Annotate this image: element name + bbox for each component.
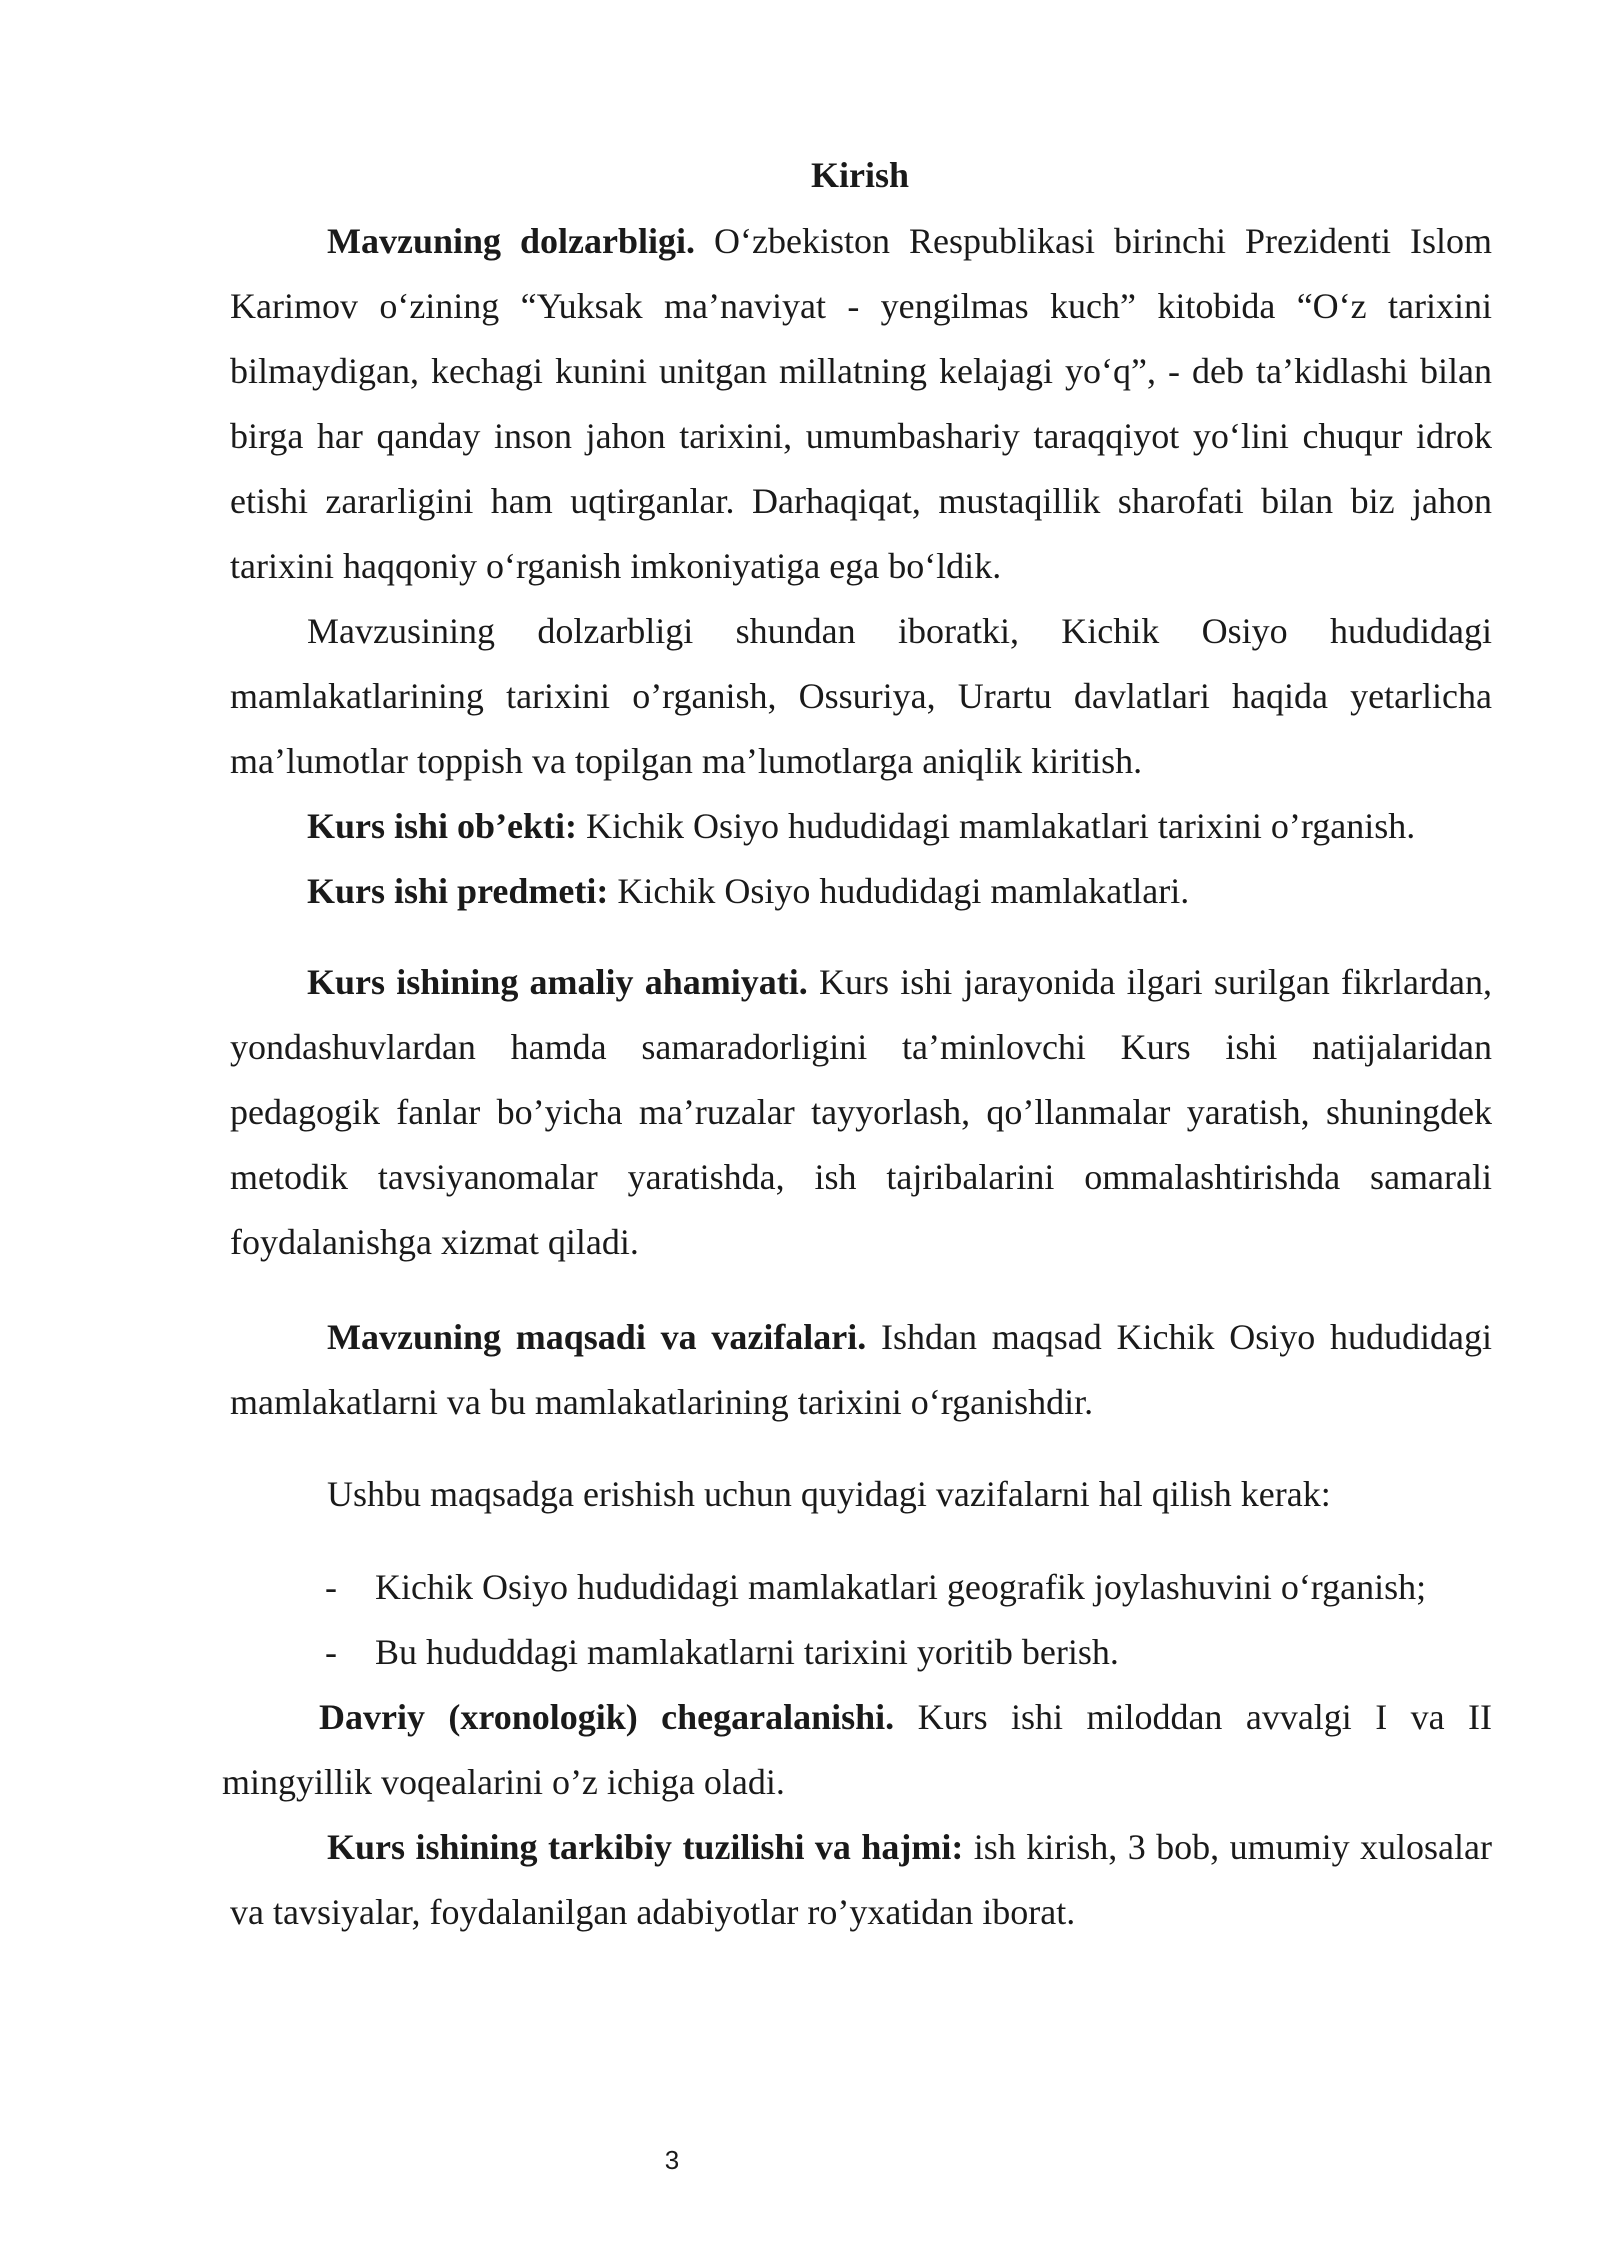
practical-significance-text: Kurs ishi jarayonida ilgari surilgan fikrlardan, yondashuvlardan hamda samaradorligini ta’minlovchi Kurs ishi natijalaridan pedagogik fanlar bo’yicha ma’ruzalar tayyorlash, qo’llanmalar yaratish, shuningdek metodik tavsiyanomalar yaratishda, ish tajribalarini ommalashtirishda samarali foydalanishga xizmat qiladi. xyxy=(230,962,1492,1262)
subject-text: Kichik Osiyo hududidagi mamlakatlari. xyxy=(608,871,1190,911)
object-text: Kichik Osiyo hududidagi mamlakatlari tarixini o’rganish. xyxy=(577,806,1416,846)
structure-heading: Kurs ishining tarkibiy tuzilishi va hajmi: xyxy=(327,1827,964,1867)
list-item xyxy=(325,1620,1119,1685)
object-heading: Kurs ishi ob’ekti: xyxy=(307,806,578,846)
structure-text: ish kirish, 3 bob, umumiy xulosalar va tavsiyalar, foydalanilgan adabiyotlar ro’yxatidan iborat. xyxy=(230,1827,1493,1932)
tasks-intro-paragraph xyxy=(230,1462,1492,1527)
page-number: 3 xyxy=(664,2145,680,2175)
subject-heading: Kurs ishi predmeti: xyxy=(307,871,609,911)
list-item-text: Bu hududdagi mamlakatlarni tarixini yoritib berish. xyxy=(375,1632,1119,1672)
relevance-text: O‘zbekiston Respublikasi birinchi Prezidenti Islom Karimov o‘zining “Yuksak ma’naviyat - yengilmas kuch” kitobida “O‘z tarixini bilmaydigan, kechagi kunini unitgan millatning kelajagi yo‘q”, - deb ta’kidlashi bilan birga har qanday inson jahon tarixini, umumbashariy taraqqiyot yo‘lini chuqur idrok etishi zararligini ham uqtirganlar. Darhaqiqat, mustaqillik sharofati bilan biz jahon tarixini haqqoniy o‘rganish imkoniyatiga ega bo‘ldik. xyxy=(230,221,1492,586)
page-title: Kirish xyxy=(810,155,909,195)
practical-significance-paragraph xyxy=(230,950,1492,1275)
chronology-paragraph xyxy=(222,1685,1492,1815)
subject-paragraph xyxy=(230,859,1492,924)
relevance-continued-paragraph xyxy=(230,599,1492,794)
goals-heading: Mavzuning maqsadi va vazifalari. xyxy=(327,1317,867,1357)
list-dash: - xyxy=(325,1567,337,1607)
relevance-paragraph xyxy=(230,209,1492,599)
goals-text: Ishdan maqsad Kichik Osiyo hududidagi mamlakatlarni va bu mamlakatlarining tarixini o‘rganishdir. xyxy=(230,1317,1492,1422)
structure-paragraph xyxy=(230,1815,1492,1945)
object-paragraph xyxy=(230,794,1492,859)
list-item-text: Kichik Osiyo hududidagi mamlakatlari geografik joylashuvini o‘rganish; xyxy=(375,1567,1427,1607)
goals-paragraph xyxy=(230,1305,1492,1435)
relevance-heading: Mavzuning dolzarbligi. xyxy=(327,221,696,261)
list-dash: - xyxy=(325,1632,337,1672)
practical-significance-heading: Kurs ishining amaliy ahamiyati. xyxy=(307,962,808,1002)
list-item xyxy=(325,1555,1426,1620)
tasks-intro-text: Ushbu maqsadga erishish uchun quyidagi vazifalarni hal qilish kerak: xyxy=(327,1474,1331,1514)
relevance-continued-text: Mavzusining dolzarbligi shundan iboratki, Kichik Osiyo hududidagi mamlakatlarining tarixini o’rganish, Ossuriya, Urartu davlatlari haqida yetarlicha ma’lumotlar toppish va topilgan ma’lumotlarga aniqlik kiritish. xyxy=(230,611,1492,781)
chronology-heading: Davriy (xronologik) chegaralanishi. xyxy=(319,1697,895,1737)
chronology-text: Kurs ishi miloddan avvalgi I va II mingyillik voqealarini o’z ichiga oladi. xyxy=(222,1697,1492,1802)
